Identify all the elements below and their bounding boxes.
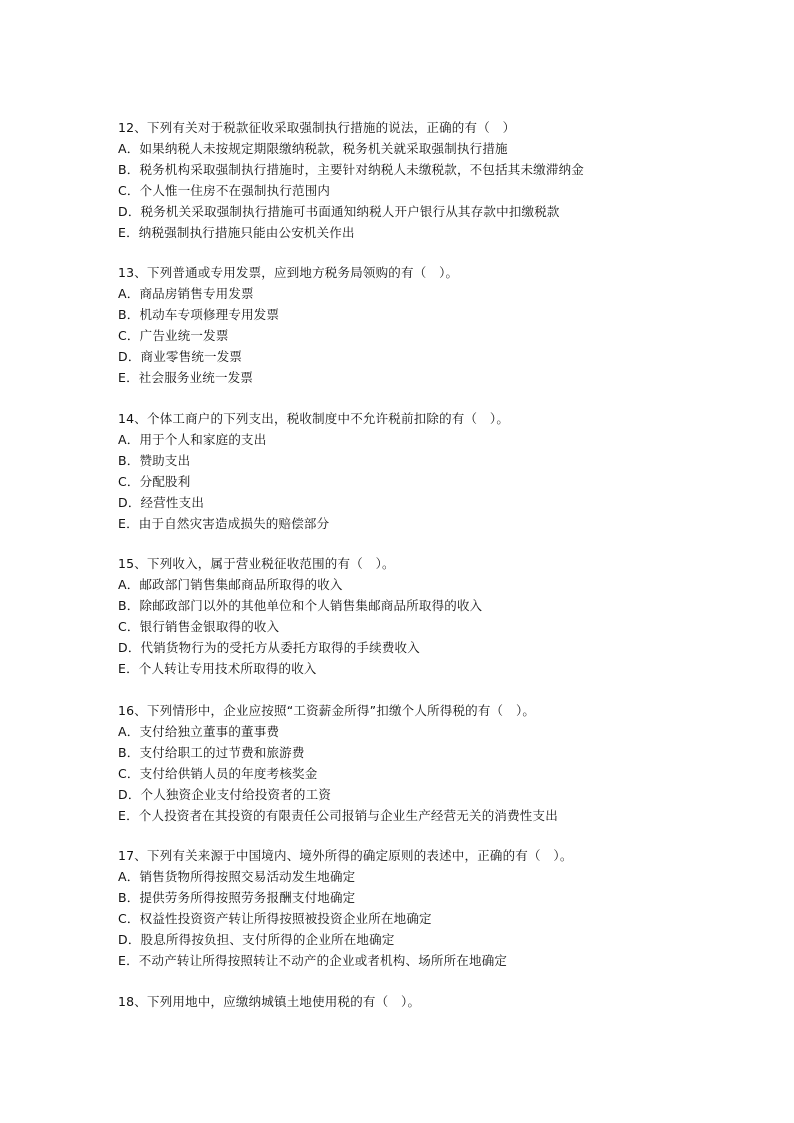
option-b: B．赞助支出 bbox=[118, 453, 191, 468]
option-a: A．如果纳税人未按规定期限缴纳税款，税务机关就采取强制执行措施 bbox=[118, 141, 508, 156]
question-stem: 13、下列普通或专用发票，应到地方税务局领购的有（ ）。 bbox=[118, 265, 459, 280]
option-e: E．由于自然灾害造成损失的赔偿部分 bbox=[118, 516, 330, 531]
option-c: C．广告业统一发票 bbox=[118, 328, 229, 343]
question-16 bbox=[118, 700, 758, 826]
option-e: E．社会服务业统一发票 bbox=[118, 370, 254, 385]
option-c: C．银行销售金银取得的收入 bbox=[118, 619, 280, 634]
question-stem: 15、下列收入，属于营业税征收范围的有（ ）。 bbox=[118, 556, 395, 571]
option-a: A．支付给独立董事的董事费 bbox=[118, 724, 280, 739]
option-d: D．代销货物行为的受托方从委托方取得的手续费收入 bbox=[118, 640, 420, 655]
option-b: B．机动车专项修理专用发票 bbox=[118, 307, 280, 322]
option-c: C．个人惟一住房不在强制执行范围内 bbox=[118, 183, 331, 198]
question-stem: 12、下列有关对于税款征收采取强制执行措施的说法，正确的有（ ） bbox=[118, 120, 516, 135]
option-b: B．税务机构采取强制执行措施时，主要针对纳税人未缴税款，不包括其未缴滞纳金 bbox=[118, 162, 584, 177]
question-12 bbox=[118, 117, 758, 243]
option-a: A．销售货物所得按照交易活动发生地确定 bbox=[118, 869, 356, 884]
question-17 bbox=[118, 845, 758, 971]
option-d: D．税务机关采取强制执行措施可书面通知纳税人开户银行从其存款中扣缴税款 bbox=[118, 204, 560, 219]
option-e: E．纳税强制执行措施只能由公安机关作出 bbox=[118, 225, 355, 240]
option-a: A．商品房销售专用发票 bbox=[118, 286, 254, 301]
question-stem: 18、下列用地中，应缴纳城镇土地使用税的有（ ）。 bbox=[118, 994, 421, 1009]
option-e: E．个人转让专用技术所取得的收入 bbox=[118, 661, 317, 676]
question-stem: 17、下列有关来源于中国境内、境外所得的确定原则的表述中，正确的有（ ）。 bbox=[118, 848, 573, 863]
option-d: D．股息所得按负担、支付所得的企业所在地确定 bbox=[118, 932, 395, 947]
question-14 bbox=[118, 408, 758, 534]
option-a: A．邮政部门销售集邮商品所取得的收入 bbox=[118, 577, 343, 592]
option-c: C．支付给供销人员的年度考核奖金 bbox=[118, 766, 318, 781]
question-stem: 16、下列情形中，企业应按照“工资薪金所得”扣缴个人所得税的有（ ）。 bbox=[118, 703, 536, 718]
question-stem: 14、个体工商户的下列支出，税收制度中不允许税前扣除的有（ ）。 bbox=[118, 411, 510, 426]
option-b: B．除邮政部门以外的其他单位和个人销售集邮商品所取得的收入 bbox=[118, 598, 483, 613]
option-c: C．权益性投资资产转让所得按照被投资企业所在地确定 bbox=[118, 911, 432, 926]
option-d: D．商业零售统一发票 bbox=[118, 349, 243, 364]
option-e: E．不动产转让所得按照转让不动产的企业或者机构、场所所在地确定 bbox=[118, 953, 508, 968]
option-a: A．用于个人和家庭的支出 bbox=[118, 432, 267, 447]
option-d: D．经营性支出 bbox=[118, 495, 205, 510]
option-b: B．提供劳务所得按照劳务报酬支付地确定 bbox=[118, 890, 356, 905]
question-18 bbox=[118, 991, 758, 1012]
option-b: B．支付给职工的过节费和旅游费 bbox=[118, 745, 305, 760]
question-13 bbox=[118, 262, 758, 388]
option-d: D．个人独资企业支付给投资者的工资 bbox=[118, 787, 332, 802]
question-15 bbox=[118, 553, 758, 679]
option-e: E．个人投资者在其投资的有限责任公司报销与企业生产经营无关的消费性支出 bbox=[118, 808, 558, 823]
option-c: C．分配股利 bbox=[118, 474, 191, 489]
